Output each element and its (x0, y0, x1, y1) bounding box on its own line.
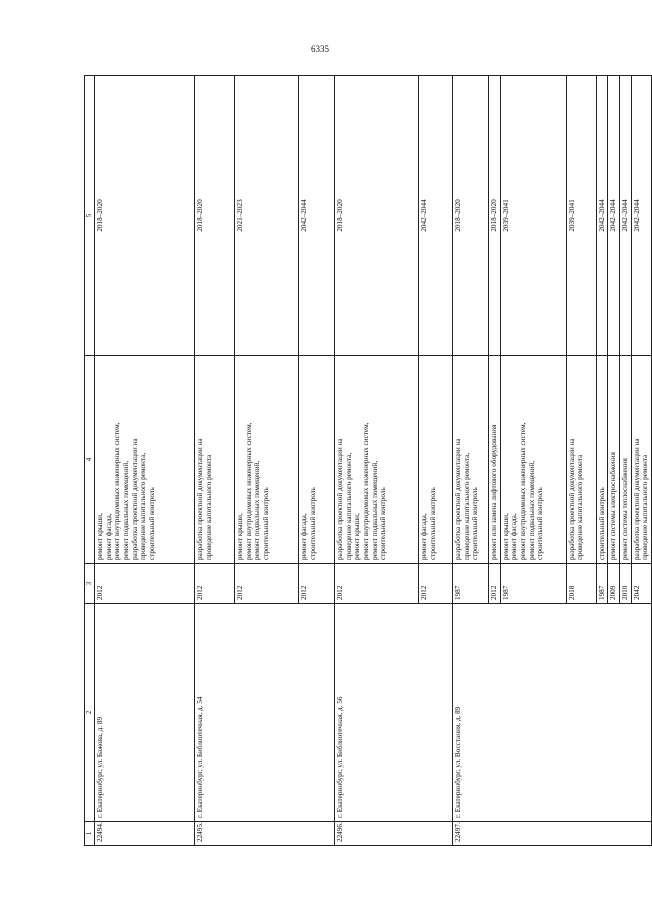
address-cell: г. Екатеринбург, ул. Бажова, д. 89 (95, 604, 195, 822)
work-item: ремонт крыши, (236, 513, 244, 560)
page-number: 6335 (311, 44, 329, 54)
header-col-4: 4 (85, 356, 95, 564)
work-item: ремонт внутридомовых инженерных систем, (113, 422, 122, 560)
work-item: строительный контроль (308, 487, 317, 560)
works-cell (335, 356, 419, 564)
work-item: ремонт фасада, (420, 513, 428, 560)
work-item: ремонт внутридомовых инженерных систем, (244, 422, 253, 560)
header-col-1: 1 (85, 822, 95, 846)
works-cell (619, 356, 631, 564)
header-col-5: 5 (85, 76, 95, 356)
work-item: ремонт крыши, (501, 513, 510, 560)
work-item: ремонт внутридомовых инженерных систем, (518, 422, 527, 560)
year-cell: 1987 (500, 564, 566, 604)
period-cell: 2018–2020 (453, 76, 489, 356)
work-item: ремонт подвальных помещений, (121, 460, 130, 560)
work-item: разработка проектной документации на (632, 438, 641, 560)
table-row (95, 76, 195, 846)
period-cell: 2018–2020 (195, 76, 235, 356)
work-item: разработка проектной документации на (196, 438, 204, 560)
work-item: проведение капитального ремонта, (344, 452, 353, 560)
period-cell: 2042–2044 (596, 76, 608, 356)
works-cell (299, 356, 335, 564)
work-item: проведение капитального ремонта (204, 454, 213, 560)
year-cell: 2012 (95, 564, 195, 604)
year-cell: 2012 (299, 564, 335, 604)
works-cell (566, 356, 596, 564)
work-item: разработка проектной документации на (130, 438, 139, 560)
year-cell: 2018 (566, 564, 596, 604)
works-cell (235, 356, 299, 564)
period-cell: 2042–2044 (631, 76, 651, 356)
work-item: ремонт крыши, (353, 513, 362, 560)
period-cell: 2021–2023 (235, 76, 299, 356)
address-cell: г. Екатеринбург, ул. Библиотечная, д. 54 (195, 604, 335, 822)
work-item: ремонт подвальных помещений, (370, 460, 379, 560)
work-item: ремонт системы электроснабжения (609, 452, 618, 560)
row-number: 22496. (335, 822, 453, 846)
year-cell: 2012 (195, 564, 235, 604)
period-cell: 2042–2044 (299, 76, 335, 356)
period-cell: 2018–2020 (95, 76, 195, 356)
header-row (85, 76, 95, 846)
work-item: ремонт внутридомовых инженерных систем, (361, 422, 370, 560)
period-cell: 2042–2044 (419, 76, 453, 356)
row-number: 22495. (195, 822, 335, 846)
year-cell: 2009 (608, 564, 620, 604)
year-cell: 2012 (235, 564, 299, 604)
work-item: проведение капитального ремонта, (139, 452, 148, 560)
period-cell: 2018–2020 (489, 76, 501, 356)
work-item: строительный контроль (536, 487, 545, 560)
year-cell: 2010 (619, 564, 631, 604)
work-item: разработка проектной документации на (336, 438, 344, 560)
year-cell: 2012 (335, 564, 419, 604)
table-row (335, 76, 419, 846)
work-item: ремонт крыши, (96, 513, 104, 560)
work-item: ремонт подвальных помещений, (253, 460, 262, 560)
works-cell (500, 356, 566, 564)
table-row (453, 76, 489, 846)
year-cell: 2012 (489, 564, 501, 604)
works-cell (608, 356, 620, 564)
period-cell: 2018–2020 (335, 76, 419, 356)
year-cell: 2012 (419, 564, 453, 604)
works-cell (489, 356, 501, 564)
repair-schedule-table (84, 75, 652, 846)
work-item: ремонт фасада, (510, 513, 519, 560)
address-cell: г. Екатеринбург, ул. Восстания, д. 89 (453, 604, 652, 822)
header-col-2: 2 (85, 604, 95, 822)
works-cell (195, 356, 235, 564)
work-item: разработка проектной документации на (454, 438, 462, 560)
works-cell (419, 356, 453, 564)
table-row (195, 76, 235, 846)
year-cell: 1987 (453, 564, 489, 604)
row-number: 22497. (453, 822, 652, 846)
period-cell: 2039–2041 (566, 76, 596, 356)
work-item: строительный контроль (261, 487, 270, 560)
work-item: проведение капитального ремонта (641, 454, 650, 560)
work-item: строительный контроль (379, 487, 388, 560)
work-item: строительный контроль (597, 487, 606, 560)
year-cell: 1987 (596, 564, 608, 604)
work-item: ремонт или замена лифтового оборудования (490, 424, 498, 560)
work-item: строительный контроль (147, 487, 156, 560)
works-cell (453, 356, 489, 564)
period-cell: 2039–2041 (500, 76, 566, 356)
year-cell: 2042 (631, 564, 651, 604)
work-item: проведение капитального ремонта, (462, 452, 471, 560)
work-item: проведение капитального ремонта (576, 454, 585, 560)
header-col-3: 3 (85, 564, 95, 604)
rotated-table-container (84, 76, 650, 846)
period-cell: 2042–2044 (619, 76, 631, 356)
row-number: 22494. (95, 822, 195, 846)
works-cell (596, 356, 608, 564)
table-body (95, 76, 652, 846)
work-item: строительный контроль (471, 487, 480, 560)
work-item: ремонт фасада, (300, 513, 308, 560)
work-item: строительный контроль (428, 487, 437, 560)
works-cell (95, 356, 195, 564)
work-item: разработка проектной документации на (567, 438, 576, 560)
work-item: ремонт фасада, (104, 513, 113, 560)
works-cell (631, 356, 651, 564)
work-item: ремонт системы теплоснабжения (620, 458, 629, 560)
period-cell: 2042–2044 (608, 76, 620, 356)
work-item: ремонт подвальных помещений, (527, 460, 536, 560)
address-cell: г. Екатеринбург, ул. Библиотечная, д. 56 (335, 604, 453, 822)
